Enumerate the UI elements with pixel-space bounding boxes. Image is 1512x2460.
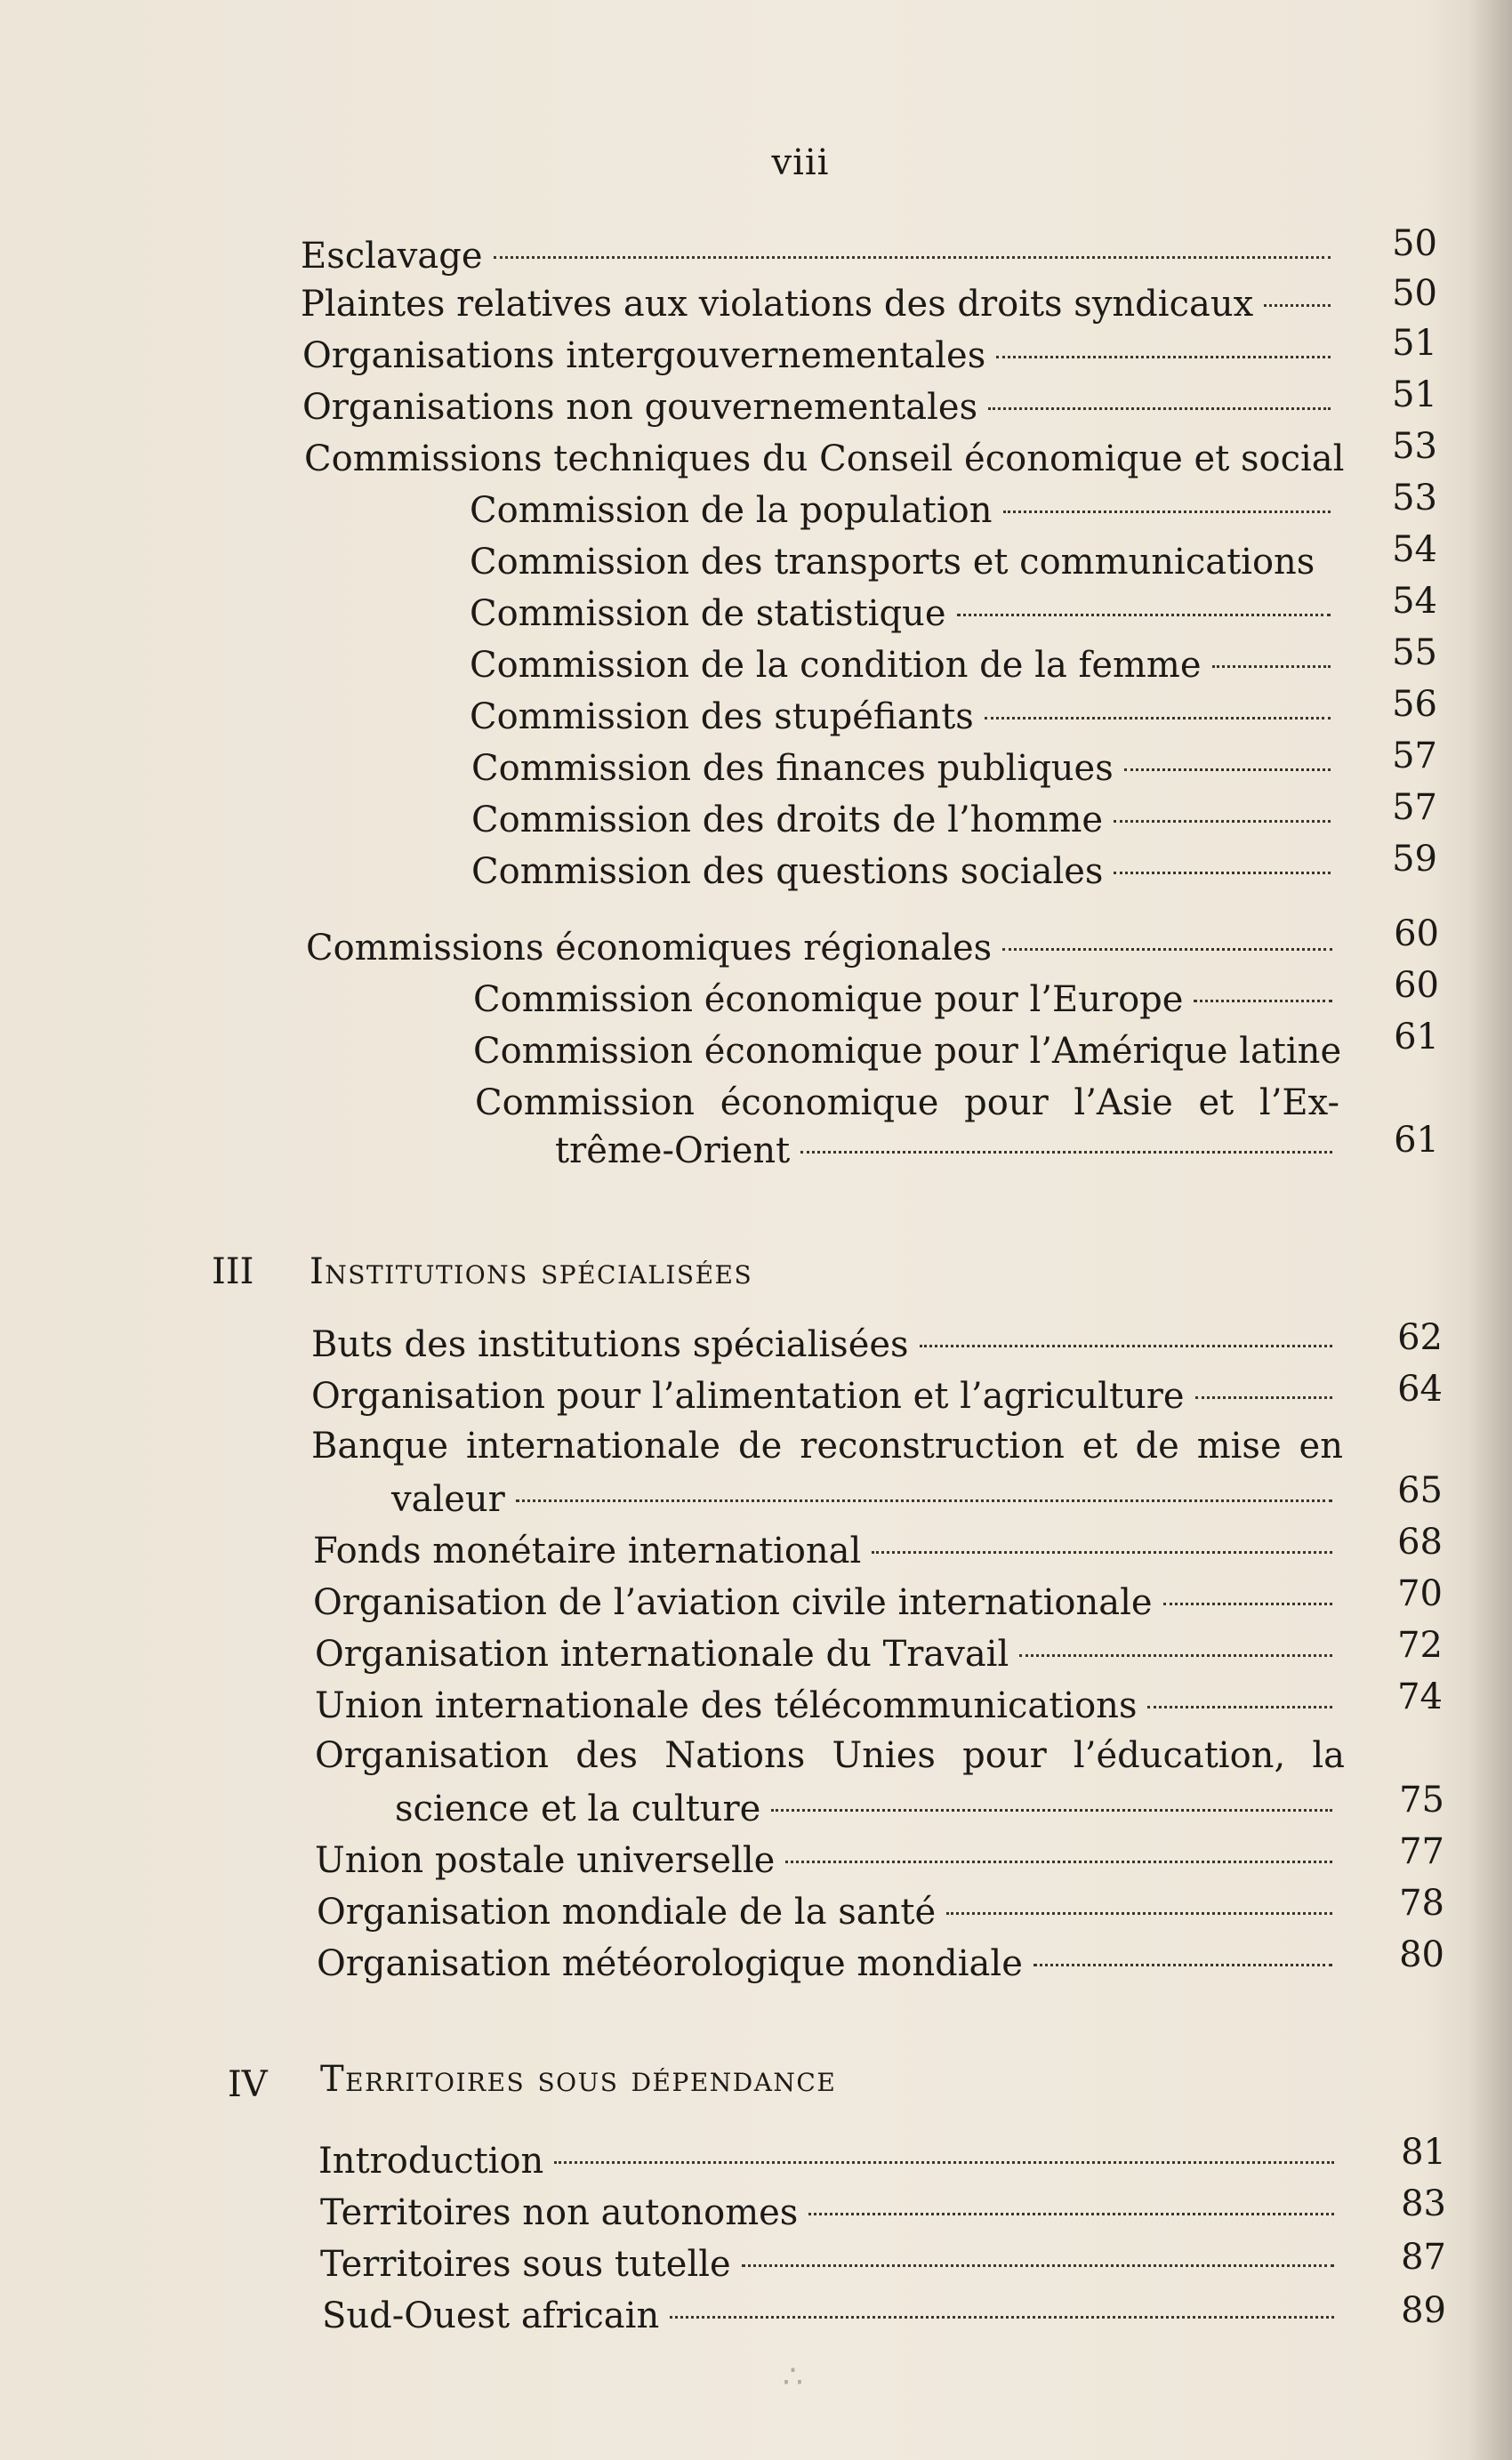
- toc-entry: [311, 1322, 1348, 1368]
- toc-entry-page: 74: [1397, 1676, 1443, 1717]
- toc-entry-page: 70: [1397, 1573, 1443, 1614]
- toc-entry-page: 60: [1394, 913, 1439, 954]
- toc-entry-page: 83: [1401, 2183, 1446, 2224]
- toc-entry: [313, 1580, 1348, 1626]
- toc-entry-title: Union internationale des télécommunications: [315, 1685, 1138, 1726]
- toc-entry-page: 65: [1397, 1470, 1443, 1511]
- toc-entry-title: Esclavage: [301, 236, 483, 277]
- toc-entry: [317, 1941, 1348, 1987]
- toc-entry-title: Commission de la condition de la femme: [470, 645, 1202, 686]
- toc-entry-page: 68: [1397, 1522, 1443, 1563]
- toc-entry-page: 59: [1392, 839, 1437, 880]
- toc-entry-page: 77: [1399, 1831, 1444, 1872]
- toc-entry-page: 57: [1392, 787, 1437, 828]
- toc-entry: [320, 2241, 1350, 2287]
- toc-entry-page: 60: [1394, 965, 1439, 1006]
- section-number: III: [212, 1251, 254, 1292]
- toc-entry-page: 64: [1397, 1369, 1443, 1410]
- toc-entry-page: 50: [1392, 273, 1437, 314]
- toc-entry-title: Organisation météorologique mondiale: [317, 1943, 1023, 1984]
- toc-entry: [317, 1889, 1348, 1935]
- dot-leader: [1019, 1654, 1332, 1657]
- toc-entry-page: 89: [1401, 2290, 1446, 2331]
- toc-entry-title-line-2: valeur: [391, 1479, 505, 1520]
- toc-entry-page: 61: [1394, 1017, 1439, 1057]
- section-title: Institutions spécialisées: [310, 1251, 753, 1292]
- dot-leader: [1264, 304, 1331, 307]
- toc-entry-title-line-2: science et la culture: [395, 1789, 761, 1829]
- toc-entry-title-line-1: Organisation des Nations Unies pour l’éducation, la: [315, 1735, 1345, 1776]
- toc-entry-page: 54: [1392, 529, 1437, 570]
- dot-leader: [1002, 948, 1332, 951]
- toc-entry: [311, 1373, 1348, 1419]
- toc-entry: [470, 694, 1347, 740]
- dot-leader: [988, 407, 1331, 410]
- toc-entry-title-line-1: Banque internationale de reconstruction et de mise en: [311, 1426, 1343, 1467]
- toc-entry-page: 80: [1399, 1934, 1444, 1975]
- dot-leader: [985, 717, 1331, 720]
- toc-entry: [315, 1837, 1348, 1884]
- dot-leader: [771, 1809, 1332, 1812]
- toc-entry: [473, 1028, 1348, 1074]
- toc-entry-page: 75: [1399, 1780, 1444, 1821]
- toc-entry-title: Commission économique pour l’Amérique latine: [473, 1031, 1342, 1072]
- toc-entry: [391, 1476, 1348, 1523]
- toc-entry-page: 56: [1392, 684, 1437, 725]
- toc-entry: [304, 436, 1347, 482]
- toc-entry: [315, 1631, 1348, 1677]
- toc-entry: [470, 539, 1347, 585]
- toc-entry-title: Commission des finances publiques: [471, 748, 1114, 789]
- dot-leader: [920, 1345, 1332, 1347]
- toc-entry: [315, 1683, 1348, 1729]
- toc-entry-title: Fonds monétaire international: [313, 1531, 862, 1572]
- toc-entry-page: 54: [1392, 581, 1437, 622]
- toc-entry: [470, 591, 1347, 637]
- toc-entry-title: Commission de la population: [470, 490, 993, 531]
- toc-entry-page: 50: [1392, 223, 1437, 264]
- toc-entry-title: Commissions techniques du Conseil économique et social: [304, 438, 1345, 479]
- toc-entry-title: Organisation internationale du Travail: [315, 1634, 1009, 1675]
- toc-entry-page: 87: [1401, 2237, 1446, 2278]
- toc-entry-title: Organisations non gouvernementales: [302, 387, 978, 428]
- toc-entry: [320, 2190, 1350, 2236]
- toc-entry-title: Territoires non autonomes: [320, 2192, 799, 2233]
- toc-entry-title-line-1: Commission économique pour l’Asie et l’Ex-: [475, 1082, 1339, 1123]
- toc-entry-page: 53: [1392, 478, 1437, 519]
- toc-entry-title: Commission des stupéfiants: [470, 696, 974, 737]
- toc-entry: [555, 1128, 1348, 1174]
- toc-entry-page: 61: [1394, 1120, 1439, 1161]
- toc-entry-title: Sud-Ouest africain: [322, 2295, 660, 2336]
- dot-leader: [1003, 510, 1331, 513]
- dot-leader: [808, 2213, 1334, 2215]
- toc-entry-title: Union postale universelle: [315, 1840, 776, 1881]
- toc-entry-title: Buts des institutions spécialisées: [311, 1324, 909, 1365]
- dot-leader: [670, 2316, 1334, 2319]
- toc-entry: [301, 233, 1347, 279]
- toc-entry-page: 57: [1392, 736, 1437, 776]
- dot-leader: [1195, 1396, 1332, 1399]
- dot-leader: [872, 1551, 1332, 1554]
- toc-entry: [322, 2293, 1350, 2339]
- toc-entry-page: 62: [1397, 1317, 1443, 1358]
- section-title: Territoires sous dépendance: [320, 2059, 837, 2100]
- dot-leader: [494, 256, 1331, 259]
- dot-leader: [946, 1912, 1332, 1915]
- toc-entry-title: Organisation pour l’alimentation et l’agriculture: [311, 1376, 1185, 1417]
- dot-leader: [554, 2161, 1334, 2164]
- toc-entry: [473, 977, 1348, 1023]
- toc-entry: [471, 745, 1347, 792]
- toc-entry-page: 78: [1399, 1883, 1444, 1924]
- toc-entry: [313, 1528, 1348, 1574]
- toc-entry-page: 51: [1392, 323, 1437, 364]
- dot-leader: [1124, 768, 1331, 771]
- toc-entry-title: Commission des transports et communications: [470, 542, 1315, 583]
- dot-leader: [1114, 872, 1331, 874]
- dot-leader: [1212, 665, 1331, 668]
- toc-entry-title: Commissions économiques régionales: [306, 928, 993, 969]
- toc-entry: [301, 281, 1347, 327]
- page-number: viii: [771, 142, 830, 183]
- toc-entry: [471, 848, 1347, 895]
- dot-leader: [1163, 1603, 1332, 1605]
- faint-print-mark: ∴: [783, 2359, 803, 2395]
- toc-entry-title: Organisation de l’aviation civile internationale: [313, 1582, 1153, 1623]
- toc-entry-title: Plaintes relatives aux violations des droits syndicaux: [301, 284, 1254, 325]
- toc-entry: [302, 333, 1347, 379]
- section-number: IV: [228, 2064, 268, 2105]
- toc-entry-title: Introduction: [318, 2141, 544, 2182]
- toc-entry: [302, 384, 1347, 430]
- toc-entry-title: Commission de statistique: [470, 593, 946, 634]
- dot-leader: [742, 2264, 1334, 2267]
- page-edge-shadow: [1469, 0, 1512, 2460]
- toc-entry: [471, 797, 1347, 843]
- toc-entry-title: Commission des droits de l’homme: [471, 800, 1104, 840]
- toc-entry: [470, 642, 1347, 688]
- dot-leader: [1033, 1964, 1332, 1966]
- toc-entry-title: Organisation mondiale de la santé: [317, 1892, 937, 1933]
- dot-leader: [516, 1499, 1332, 1502]
- toc-entry-title: Territoires sous tutelle: [320, 2244, 731, 2285]
- toc-entry-page: 72: [1397, 1625, 1443, 1666]
- toc-entry-title: Commission des questions sociales: [471, 851, 1104, 892]
- toc-entry-page: 51: [1392, 374, 1437, 415]
- toc-entry-title: Commission économique pour l’Europe: [473, 979, 1184, 1020]
- toc-entry: [470, 487, 1347, 534]
- toc-entry-page: 55: [1392, 632, 1437, 673]
- dot-leader: [957, 614, 1331, 616]
- dot-leader: [1147, 1706, 1332, 1708]
- toc-entry-page: 81: [1401, 2132, 1446, 2173]
- dot-leader: [785, 1861, 1332, 1863]
- toc-entry: [318, 2138, 1350, 2184]
- toc-entry: [306, 925, 1348, 971]
- dot-leader: [996, 356, 1331, 358]
- toc-entry: [395, 1786, 1348, 1832]
- dot-leader: [800, 1151, 1332, 1154]
- dot-leader: [1114, 820, 1331, 823]
- toc-entry-title-line-2: trême-Orient: [555, 1130, 791, 1171]
- dot-leader: [1194, 1000, 1332, 1002]
- toc-entry-page: 53: [1392, 426, 1437, 467]
- toc-entry-title: Organisations intergouvernementales: [302, 335, 986, 376]
